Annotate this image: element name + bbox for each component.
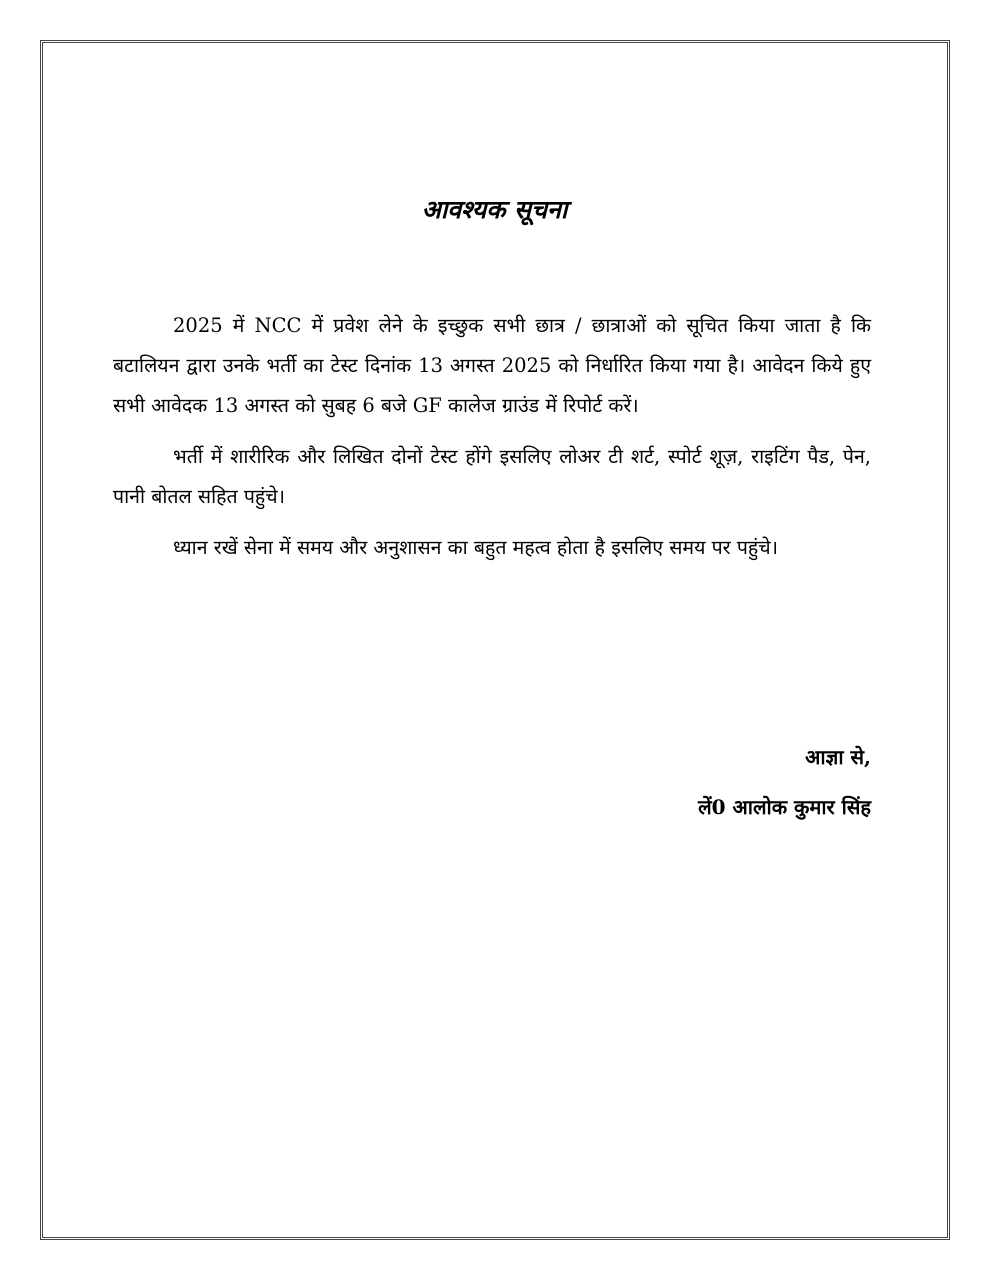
signature-name: लें0 आलोक कुमार सिंह: [698, 795, 871, 819]
notice-paragraph-3: ध्यान रखें सेना में समय और अनुशासन का बहुत महत्व होता है इसलिए समय पर पहुंचे।: [173, 536, 779, 559]
notice-title: आवश्यक सूचना: [421, 195, 568, 224]
signature-block: [698, 732, 871, 832]
notice-paragraph-1: 2025 में NCC में प्रवेश लेने के इच्छुक सभी छात्र / छात्राओं को सूचित किया जाता है कि बटालियन द्वारा उनके भर्ती का टेस्ट दिनांक 13 अगस्त 2025 को निर्धारित किया गया है। आवेदन किये हुए सभी आवेदक 13 अगस्त को सुबह 6 बजे GF कालेज ग्राउंड में रिपोर्ट करें।: [113, 314, 871, 417]
signature-authority-line: आज्ञा से,: [805, 745, 871, 769]
notice-body: [113, 306, 871, 579]
notice-paragraph-2: भर्ती में शारीरिक और लिखित दोनों टेस्ट होंगे इसलिए लोअर टी शर्ट, स्पोर्ट शूज़, राइटिंग पैड, पेन, पानी बोतल सहित पहुंचे।: [113, 445, 871, 508]
